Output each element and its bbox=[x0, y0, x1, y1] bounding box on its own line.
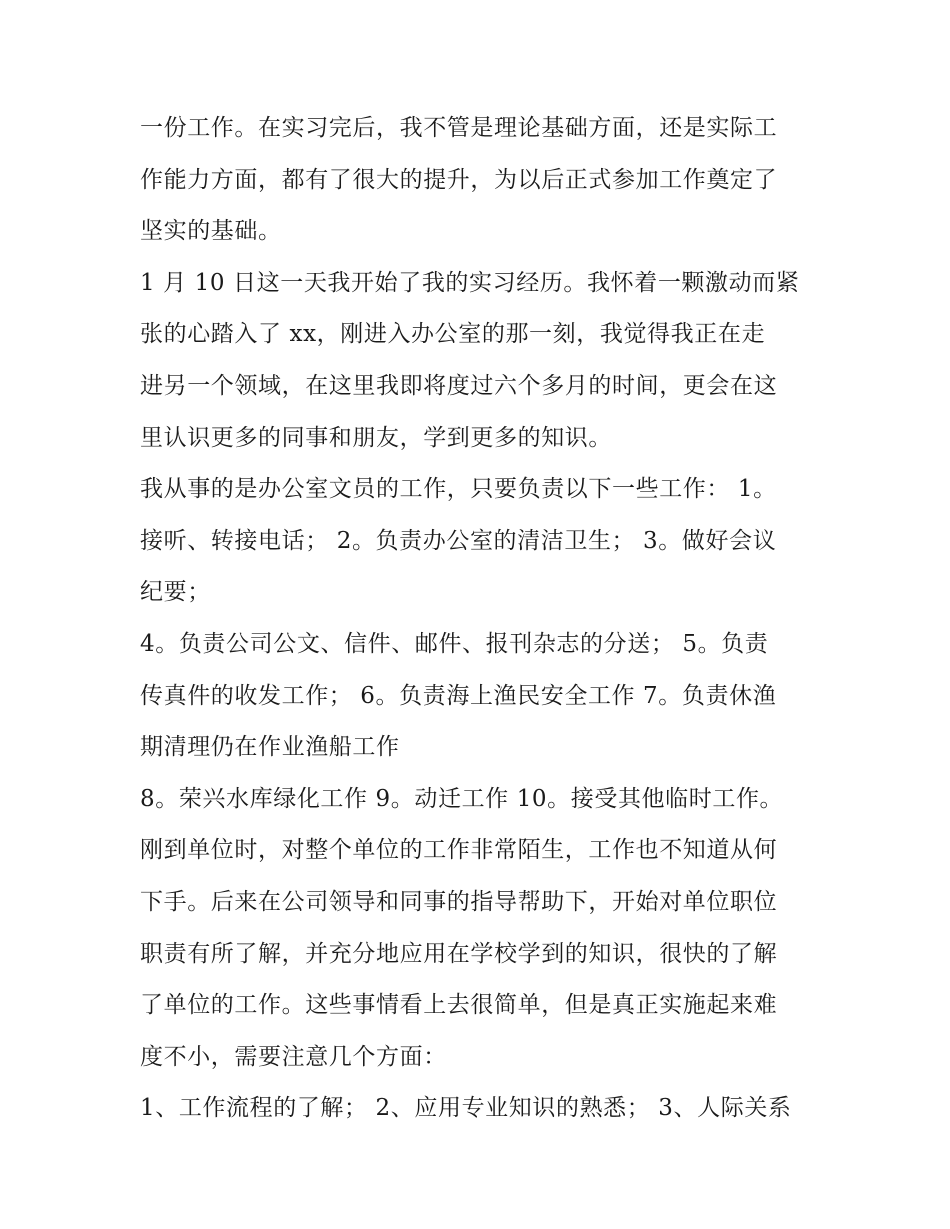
text-line: 度不小，需要注意几个方面： bbox=[140, 1043, 447, 1070]
body-text bbox=[140, 103, 815, 1135]
text-line: 职责有所了解，并充分地应用在学校学到的知识，很快的了解 bbox=[140, 940, 778, 967]
text-line: 期清理仍在作业渔船工作 bbox=[140, 734, 400, 761]
text-line: 1 月 10 日这一天我开始了我的实习经历。我怀着一颗激动而紧 bbox=[140, 269, 800, 296]
text-line: 刚到单位时，对整个单位的工作非常陌生，工作也不知道从何 bbox=[140, 837, 778, 864]
text-line: 张的心踏入了 xx，刚进入办公室的那一刻，我觉得我正在走 bbox=[140, 321, 766, 348]
text-line: 下手。后来在公司领导和同事的指导帮助下，开始对单位职位 bbox=[140, 888, 778, 915]
text-line: 一份工作。在实习完后，我不管是理论基础方面，还是实际工 bbox=[140, 115, 778, 141]
text-line: 纪要； bbox=[140, 579, 211, 606]
text-line: 4。负责公司公文、信件、邮件、报刊杂志的分送； 5。负责 bbox=[140, 630, 769, 657]
text-line: 传真件的收发工作； 6。负责海上渔民安全工作 7。负责休渔 bbox=[140, 682, 777, 709]
text-line: 了单位的工作。这些事情看上去很简单，但是真正实施起来难 bbox=[140, 992, 778, 1019]
text-line: 作能力方面，都有了很大的提升，为以后正式参加工作奠定了 bbox=[140, 166, 778, 193]
text-line: 里认识更多的同事和朋友，学到更多的知识。 bbox=[140, 424, 612, 451]
text-line: 坚实的基础。 bbox=[140, 218, 282, 245]
text-line: 我从事的是办公室文员的工作，只要负责以下一些工作： 1。 bbox=[140, 476, 777, 503]
text-line: 进另一个领域，在这里我即将度过六个多月的时间，更会在这 bbox=[140, 372, 778, 399]
text-line: 1、工作流程的了解； 2、应用专业知识的熟悉； 3、人际关系 bbox=[140, 1095, 792, 1122]
text-line: 接听、转接电话； 2。负责办公室的清洁卫生； 3。做好会议 bbox=[140, 527, 777, 554]
text-line: 8。荣兴水库绿化工作 9。动迁工作 10。接受其他临时工作。 bbox=[140, 785, 784, 812]
